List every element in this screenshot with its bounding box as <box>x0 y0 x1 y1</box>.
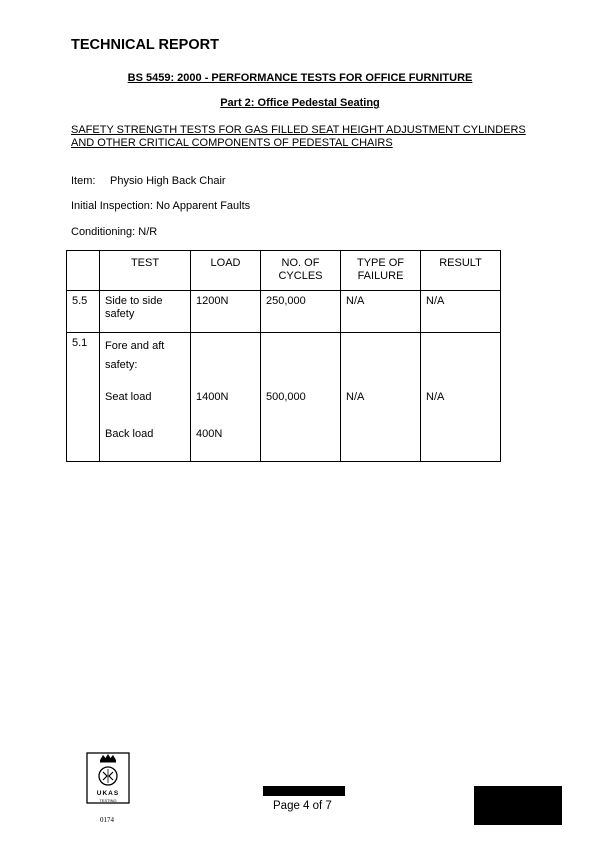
row-cycles <box>261 333 341 462</box>
seat-load-label: Seat load <box>105 391 152 403</box>
table-row <box>67 291 501 333</box>
test-name: Fore and aft safety: <box>105 340 165 371</box>
seat-result: N/A <box>426 391 445 403</box>
redaction-block <box>474 786 562 825</box>
item-value: Physio High Back Chair <box>110 175 226 187</box>
ukas-logo-text: UKAS <box>96 790 120 797</box>
header-result: RESULT <box>421 251 501 291</box>
standard-heading: BS 5459: 2000 - PERFORMANCE TESTS FOR OFFICE FURNITURE <box>127 72 473 84</box>
ukas-logo-subtext: TESTING <box>99 798 117 803</box>
header-test: TEST <box>100 251 191 291</box>
row-test: Side to side safety <box>100 291 191 333</box>
redaction-block <box>263 786 345 796</box>
accreditation-number: 0174 <box>100 816 114 824</box>
header-cycles: NO. OF CYCLES <box>261 251 341 291</box>
conditioning: Conditioning: N/R <box>71 226 158 238</box>
row-failure: N/A <box>341 291 421 333</box>
safety-tests-title: SAFETY STRENGTH TESTS FOR GAS FILLED SEAT HEIGHT ADJUSTMENT CYLINDERS AND OTHER CRITICAL COMPONENTS OF PEDESTAL CHAIRS <box>71 124 526 149</box>
item-line <box>71 175 226 187</box>
table-header-row <box>67 251 501 291</box>
row-cycles: 250,000 <box>261 291 341 333</box>
seat-cycles: 500,000 <box>266 391 306 403</box>
seat-load-value: 1400N <box>196 391 229 403</box>
row-result: N/A <box>421 291 501 333</box>
initial-inspection: Initial Inspection: No Apparent Faults <box>71 200 251 212</box>
test-results-table <box>66 250 501 462</box>
row-number: 5.5 <box>67 291 100 333</box>
back-load-label: Back load <box>105 428 154 440</box>
part-heading: Part 2: Office Pedestal Seating <box>220 97 380 109</box>
row-number: 5.1 <box>67 333 100 462</box>
row-result <box>421 333 501 462</box>
row-failure <box>341 333 421 462</box>
header-load: LOAD <box>191 251 261 291</box>
report-title: TECHNICAL REPORT <box>71 37 219 53</box>
row-test <box>100 333 191 462</box>
row-load <box>191 333 261 462</box>
table-row <box>67 333 501 462</box>
header-number <box>67 251 100 291</box>
item-label: Item: <box>71 175 96 187</box>
header-failure: TYPE OF FAILURE <box>341 251 421 291</box>
back-load-value: 400N <box>196 428 223 440</box>
seat-failure: N/A <box>346 391 365 403</box>
row-load: 1200N <box>191 291 261 333</box>
page-number: Page 4 of 7 <box>273 800 332 812</box>
